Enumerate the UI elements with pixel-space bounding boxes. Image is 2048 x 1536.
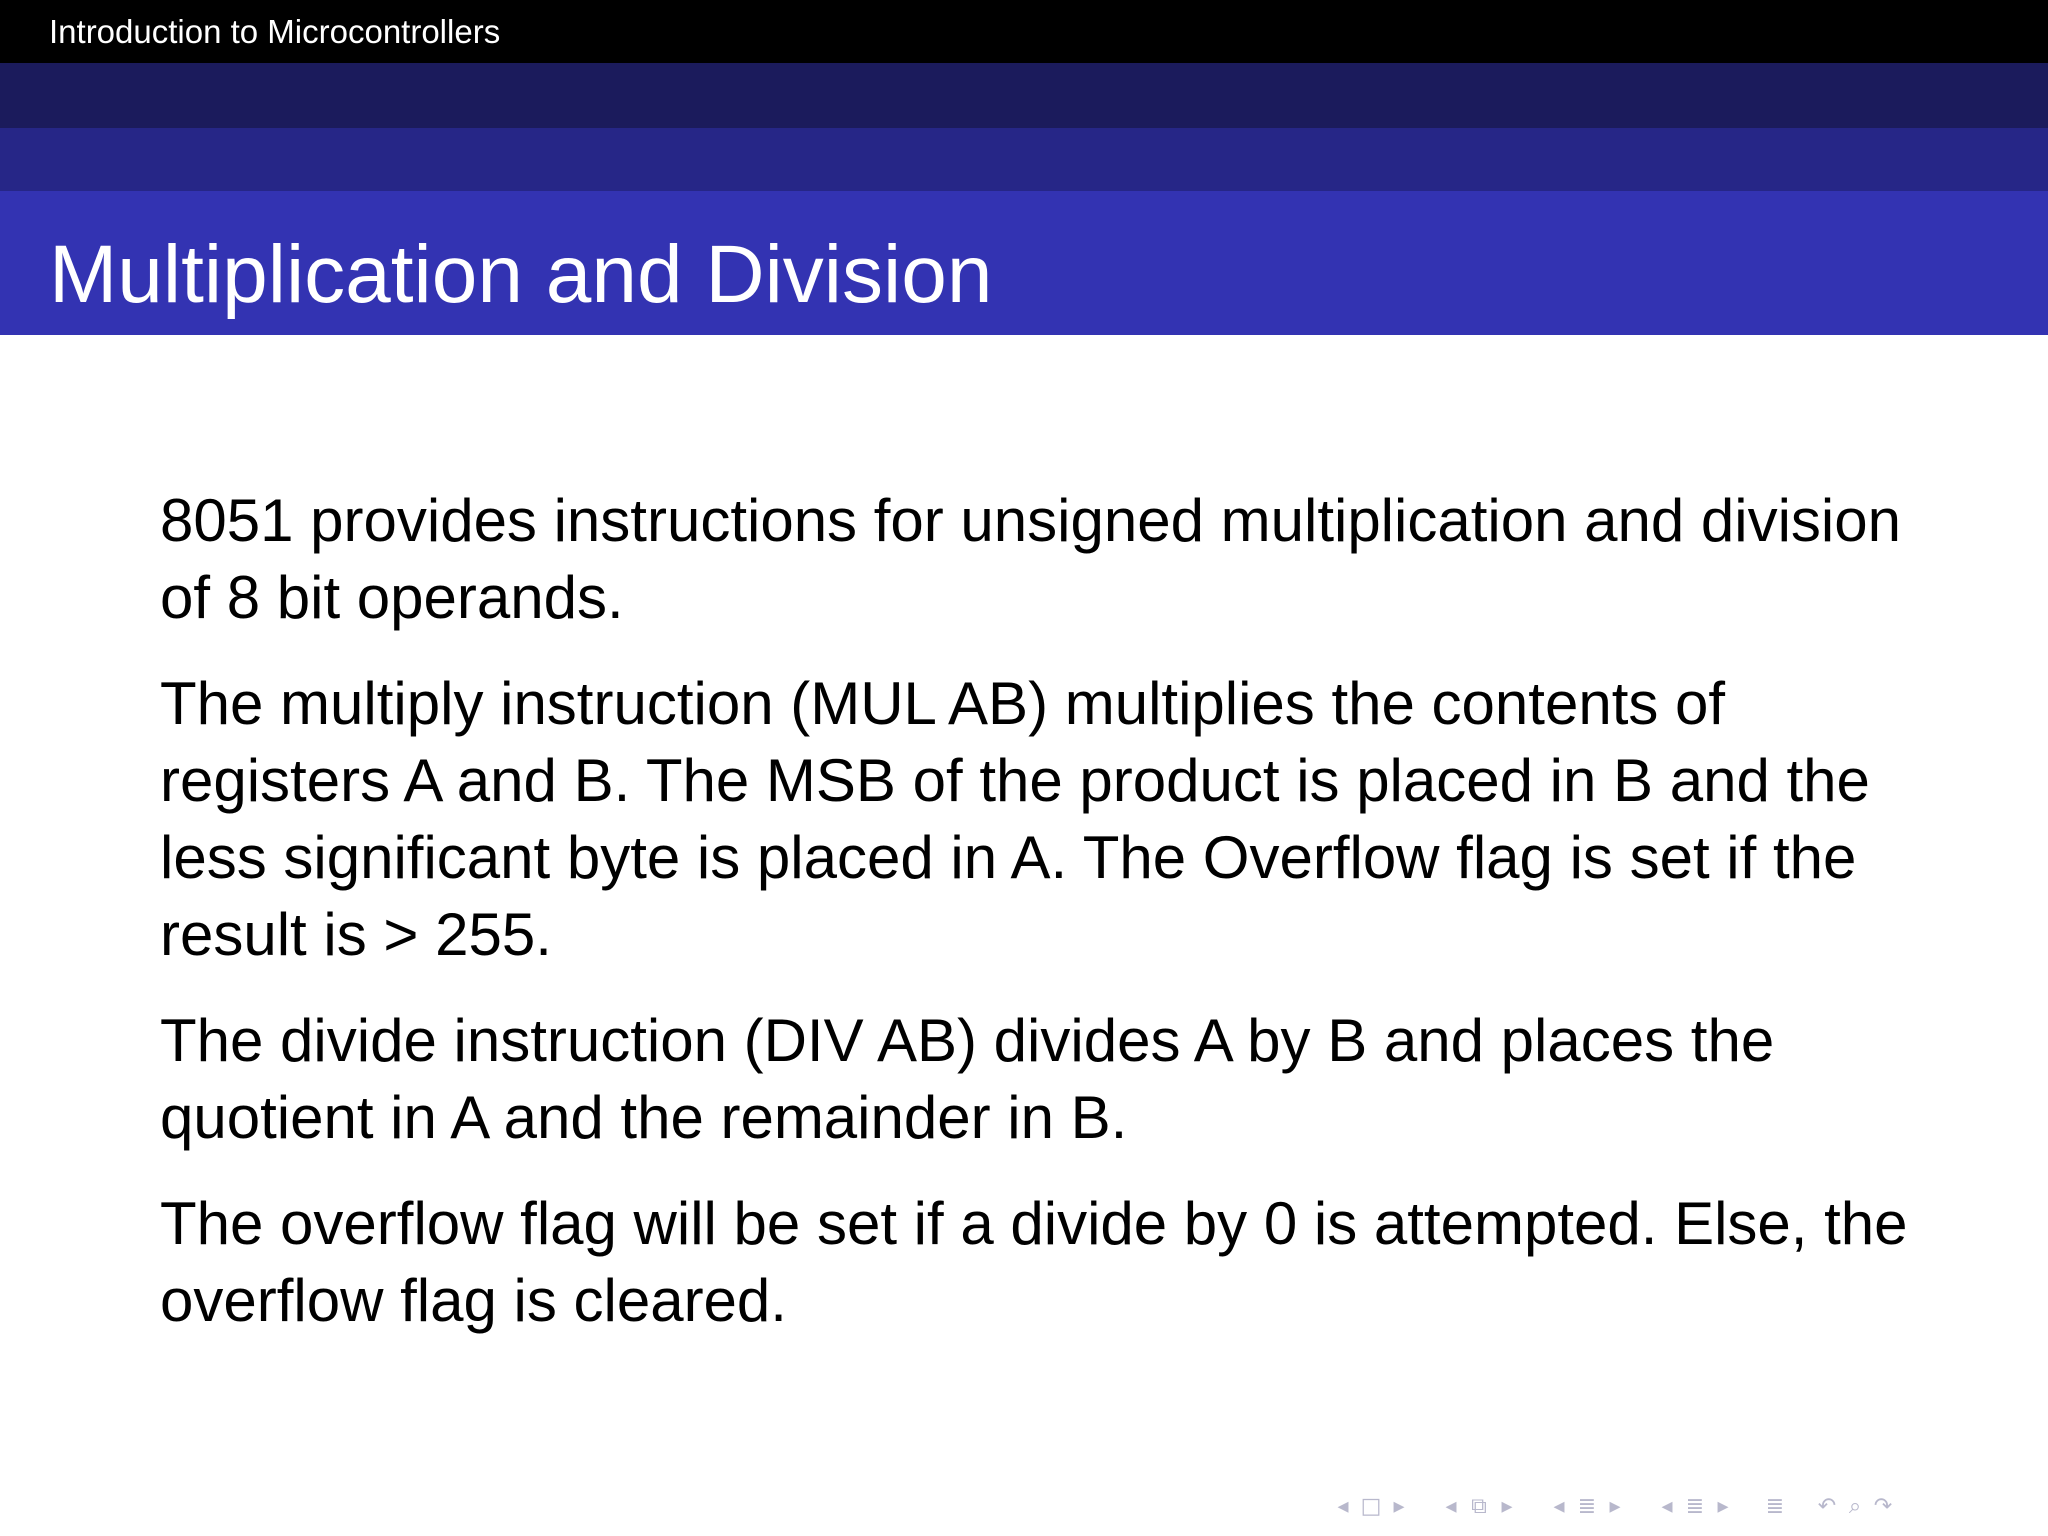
paragraph-multiply: The multiply instruction (MUL AB) multiplies the contents of registers A and B. The MSB of the product is placed in B and the less significant byte is placed in A. The Overflow flag is set if the result is > 255. [160, 670, 1870, 968]
next-section-icon[interactable]: ▸ [1717, 1494, 1729, 1519]
next-subsection-icon[interactable]: ▸ [1609, 1494, 1621, 1519]
prev-frame-icon[interactable]: ◂ [1445, 1494, 1457, 1519]
slide-icon[interactable]: □ [1360, 1494, 1382, 1519]
header-band-mid [0, 128, 2048, 191]
appendix-icon[interactable]: ≣ [1765, 1494, 1785, 1519]
paragraph-intro: 8051 provides instructions for unsigned multiplication and division of 8 bit operands. [160, 487, 1901, 631]
prev-subsection-icon[interactable]: ◂ [1553, 1494, 1565, 1519]
back-icon[interactable]: ↶ [1817, 1494, 1837, 1519]
section-icon[interactable]: ≣ [1685, 1494, 1705, 1519]
header-bar [0, 0, 2048, 63]
forward-icon[interactable]: ↷ [1873, 1494, 1893, 1519]
search-icon[interactable]: ⌕ [1848, 1494, 1862, 1519]
frame-icon[interactable]: ⧉ [1471, 1494, 1487, 1519]
prev-slide-icon[interactable]: ◂ [1337, 1494, 1349, 1519]
title-bar [0, 191, 2048, 335]
section-title: Introduction to Microcontrollers [49, 13, 501, 50]
paragraph-divide: The divide instruction (DIV AB) divides A by B and places the quotient in A and the remainder in B. [160, 1007, 1775, 1151]
header-band-dark [0, 63, 2048, 128]
prev-section-icon[interactable]: ◂ [1661, 1494, 1673, 1519]
next-slide-icon[interactable]: ▸ [1393, 1494, 1405, 1519]
paragraph-overflow: The overflow flag will be set if a divide by 0 is attempted. Else, the overflow flag is cleared. [160, 1190, 1908, 1334]
slide-title: Multiplication and Division [49, 229, 993, 320]
subsection-icon[interactable]: ≣ [1577, 1494, 1597, 1519]
slide-body [160, 482, 1920, 1368]
next-frame-icon[interactable]: ▸ [1501, 1494, 1513, 1519]
beamer-navigation [1332, 1490, 1900, 1524]
